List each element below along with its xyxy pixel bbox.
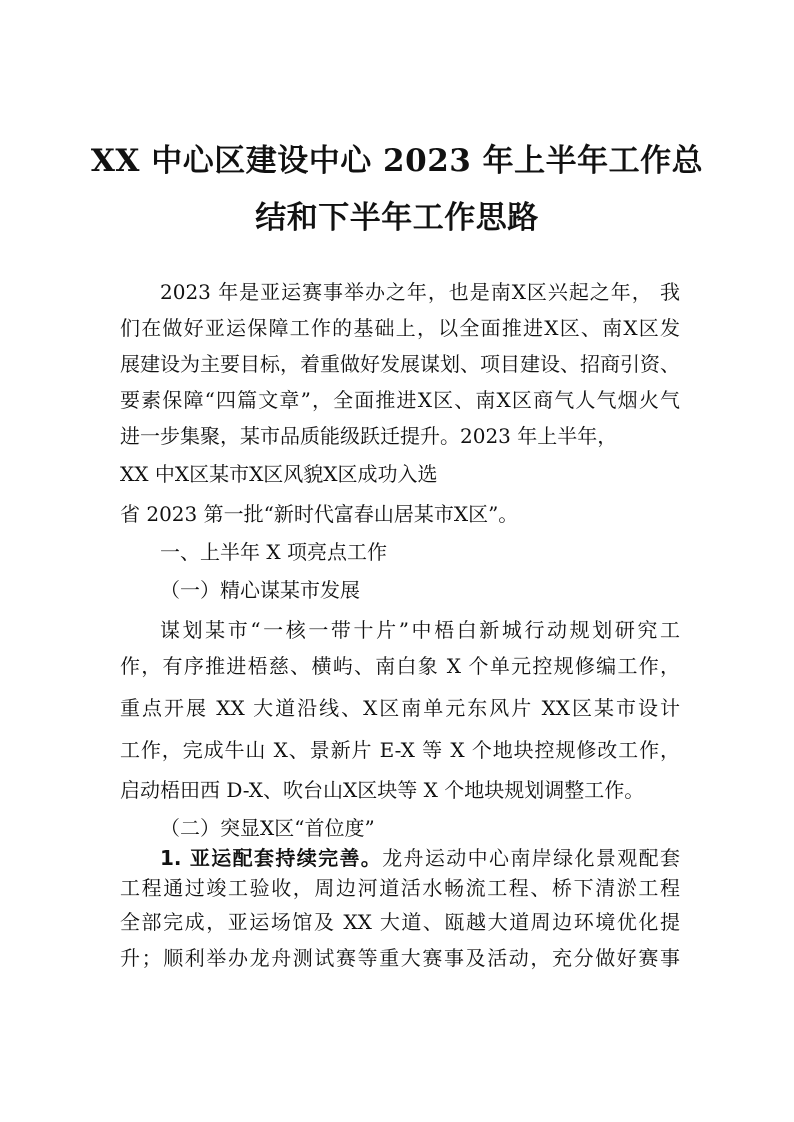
body-line: 工程通过竣工验收，周边河道活水畅流工程、桥下清淤工程 <box>120 876 680 900</box>
intro-line: 进一步集聚，某市品质能级跃迁提升。2023 年上半年， <box>120 424 618 448</box>
item-first-line <box>160 846 680 870</box>
intro-line: 省 2023 第一批“新时代富春山居某市X区”。 <box>120 502 519 526</box>
document-title-line-2: 结和下半年工作思路 <box>255 200 539 236</box>
item-lead: 1. 亚运配套持续完善。 <box>160 846 383 870</box>
item-first-text: 龙舟运动中心南岸绿化景观配套 <box>382 846 681 870</box>
body-line: 工作，完成牛山 X、景新片 E-X 等 X 个地块控规修改工作， <box>120 738 680 762</box>
subsection-heading: （二）突显X区“首位度” <box>160 816 375 840</box>
document-title-line-1: XX 中心区建设中心 2023 年上半年工作总 <box>90 143 704 179</box>
intro-line: XX 中X区某市X区风貌X区成功入选 <box>120 462 438 486</box>
intro-line: 展建设为主要目标，着重做好发展谋划、项目建设、招商引资、 <box>120 352 680 376</box>
body-line: 升；顺利举办龙舟测试赛等重大赛事及活动，充分做好赛事 <box>120 946 680 970</box>
section-heading: 一、上半年 X 项亮点工作 <box>160 540 387 564</box>
body-line: 重点开展 XX 大道沿线、X区南单元东风片 XX区某市设计 <box>120 696 680 720</box>
subsection-heading: （一）精心谋某市发展 <box>160 578 360 602</box>
intro-line: 们在做好亚运保障工作的基础上，以全面推进X区、南X区发 <box>120 316 680 340</box>
body-line: 全部完成，亚运场馆及 XX 大道、瓯越大道周边环境优化提 <box>120 910 680 934</box>
intro-line: 要素保障“四篇文章”，全面推进X区、南X区商气人气烟火气 <box>120 388 680 412</box>
body-line: 谋划某市“一核一带十片”中梧白新城行动规划研究工 <box>160 618 680 642</box>
intro-line: 2023 年是亚运赛事举办之年，也是南X区兴起之年， 我 <box>160 280 680 304</box>
body-line: 启动梧田西 D-X、吹台山X区块等 X 个地块规划调整工作。 <box>120 778 645 802</box>
body-line: 作，有序推进梧慈、横屿、南白象 X 个单元控规修编工作， <box>120 654 680 678</box>
